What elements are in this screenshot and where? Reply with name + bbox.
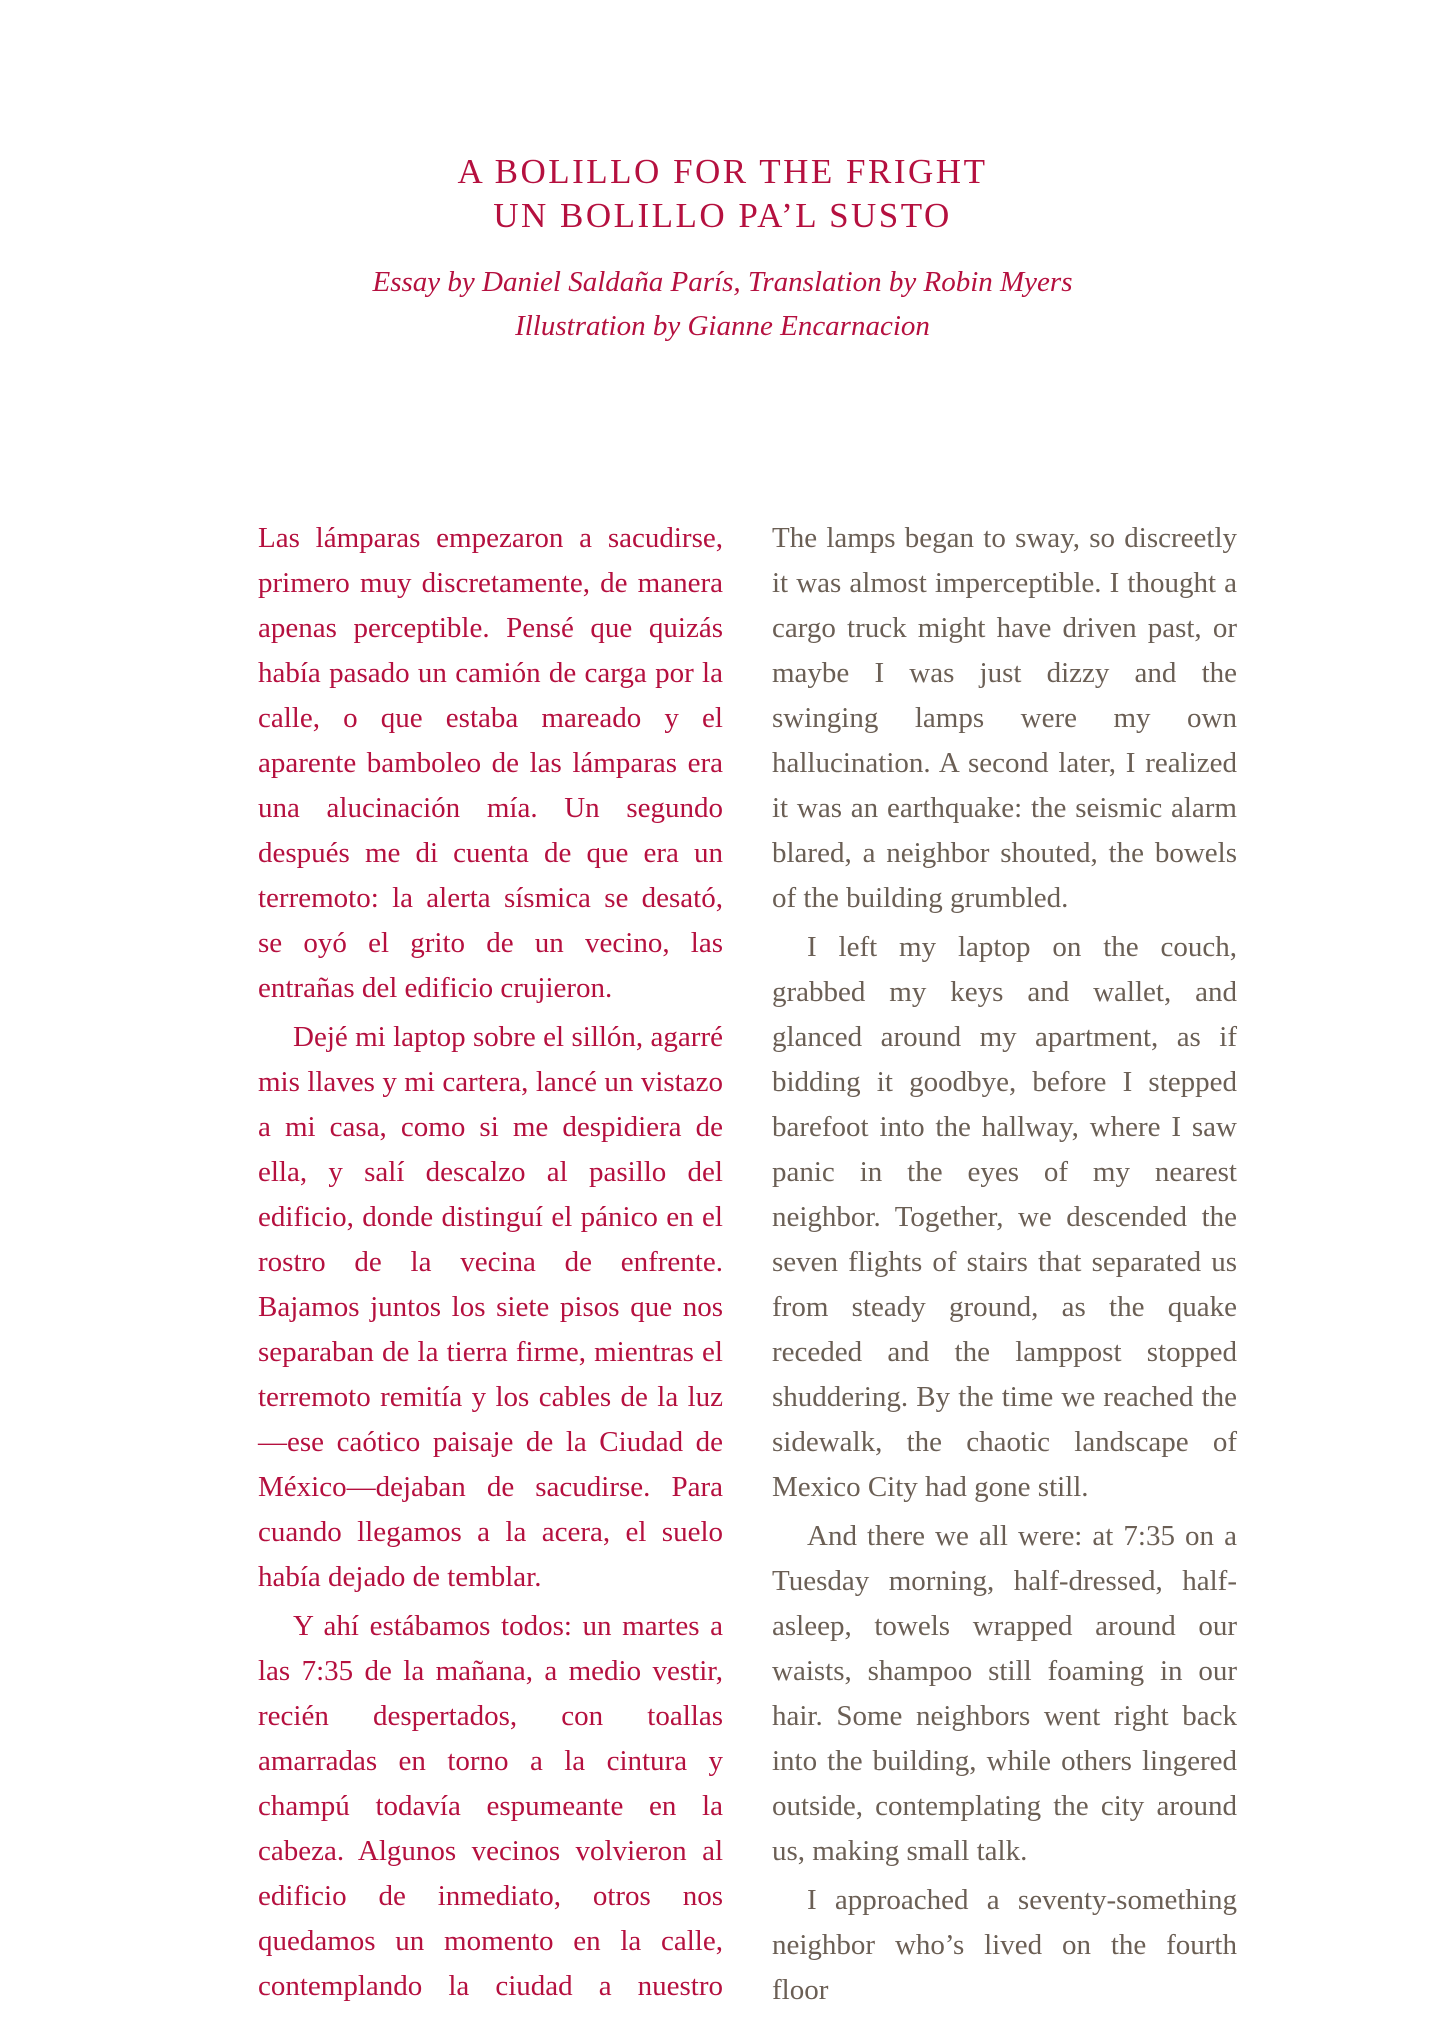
spanish-paragraph-2: Dejé mi laptop sobre el sillón, agarré mis llaves y mi cartera, lancé un vistazo a mi casa, como si me despidiera de ella, y salí descalzo al pasillo del edificio, donde distinguí el pánico en el rostro de la vecina de enfrente. Bajamos juntos los siete pisos que nos separaban de la tierra firme, mientras el terremoto remitía y los cables de la luz—ese caótico paisaje de la Ciudad de México—dejaban de sacudirse. Para cuando llegamos a la acera, el suelo había dejado de temblar. bbox=[258, 1021, 723, 1593]
title-block bbox=[0, 150, 1445, 238]
title-english: A BOLILLO FOR THE FRIGHT bbox=[457, 152, 988, 191]
spanish-paragraph-3: Y ahí estábamos todos: un martes a las 7:35 de la mañana, a medio vestir, recién despertados, con toallas amarradas en torno a la cintura y champú todavía espumeante en la cabeza. Algunos vecinos volvieron al edificio de inmediato, otros nos quedamos un momento en la calle, contemplando la ciudad a nuestro bbox=[258, 1610, 723, 2002]
english-paragraph-3: And there we all were: at 7:35 on a Tuesday morning, half-dressed, half-asleep, towels wrapped around our waists, shampoo still foaming in our hair. Some neighbors went right back into the building, while others lingered outside, contemplating the city around us, making small talk. bbox=[772, 1520, 1237, 1867]
author-translator-credit: Essay by Daniel Saldaña París, Translation by Robin Myers bbox=[372, 266, 1073, 298]
english-paragraph-2: I left my laptop on the couch, grabbed my keys and wallet, and glanced around my apartment, as if bidding it goodbye, before I stepped barefoot into the hallway, where I saw panic in the eyes of my nearest neighbor. Together, we descended the seven flights of stairs that separated us from steady ground, as the quake receded and the lamppost stopped shuddering. By the time we reached the sidewalk, the chaotic landscape of Mexico City had gone still. bbox=[772, 931, 1237, 1503]
article-header bbox=[0, 150, 1445, 348]
english-column bbox=[772, 516, 1237, 2017]
english-paragraph-4: I approached a seventy-something neighbor who’s lived on the fourth floor bbox=[772, 1884, 1237, 2006]
illustrator-credit: Illustration by Gianne Encarnacion bbox=[515, 310, 930, 342]
spanish-column bbox=[258, 516, 723, 2013]
english-paragraph-1: The lamps began to sway, so discreetly it was almost imperceptible. I thought a cargo truck might have driven past, or maybe I was just dizzy and the swinging lamps were my own hallucination. A second later, I realized it was an earthquake: the seismic alarm blared, a neighbor shouted, the bowels of the building grumbled. bbox=[772, 522, 1237, 914]
spanish-paragraph-1: Las lámparas empezaron a sacudirse, primero muy discretamente, de manera apenas perceptible. Pensé que quizás había pasado un camión de carga por la calle, o que estaba mareado y el aparente bamboleo de las lámparas era una alucinación mía. Un segundo después me di cuenta de que era un terremoto: la alerta sísmica se desató, se oyó el grito de un vecino, las entrañas del edificio crujieron. bbox=[258, 522, 723, 1004]
title-spanish: UN BOLILLO PA’L SUSTO bbox=[493, 196, 952, 235]
